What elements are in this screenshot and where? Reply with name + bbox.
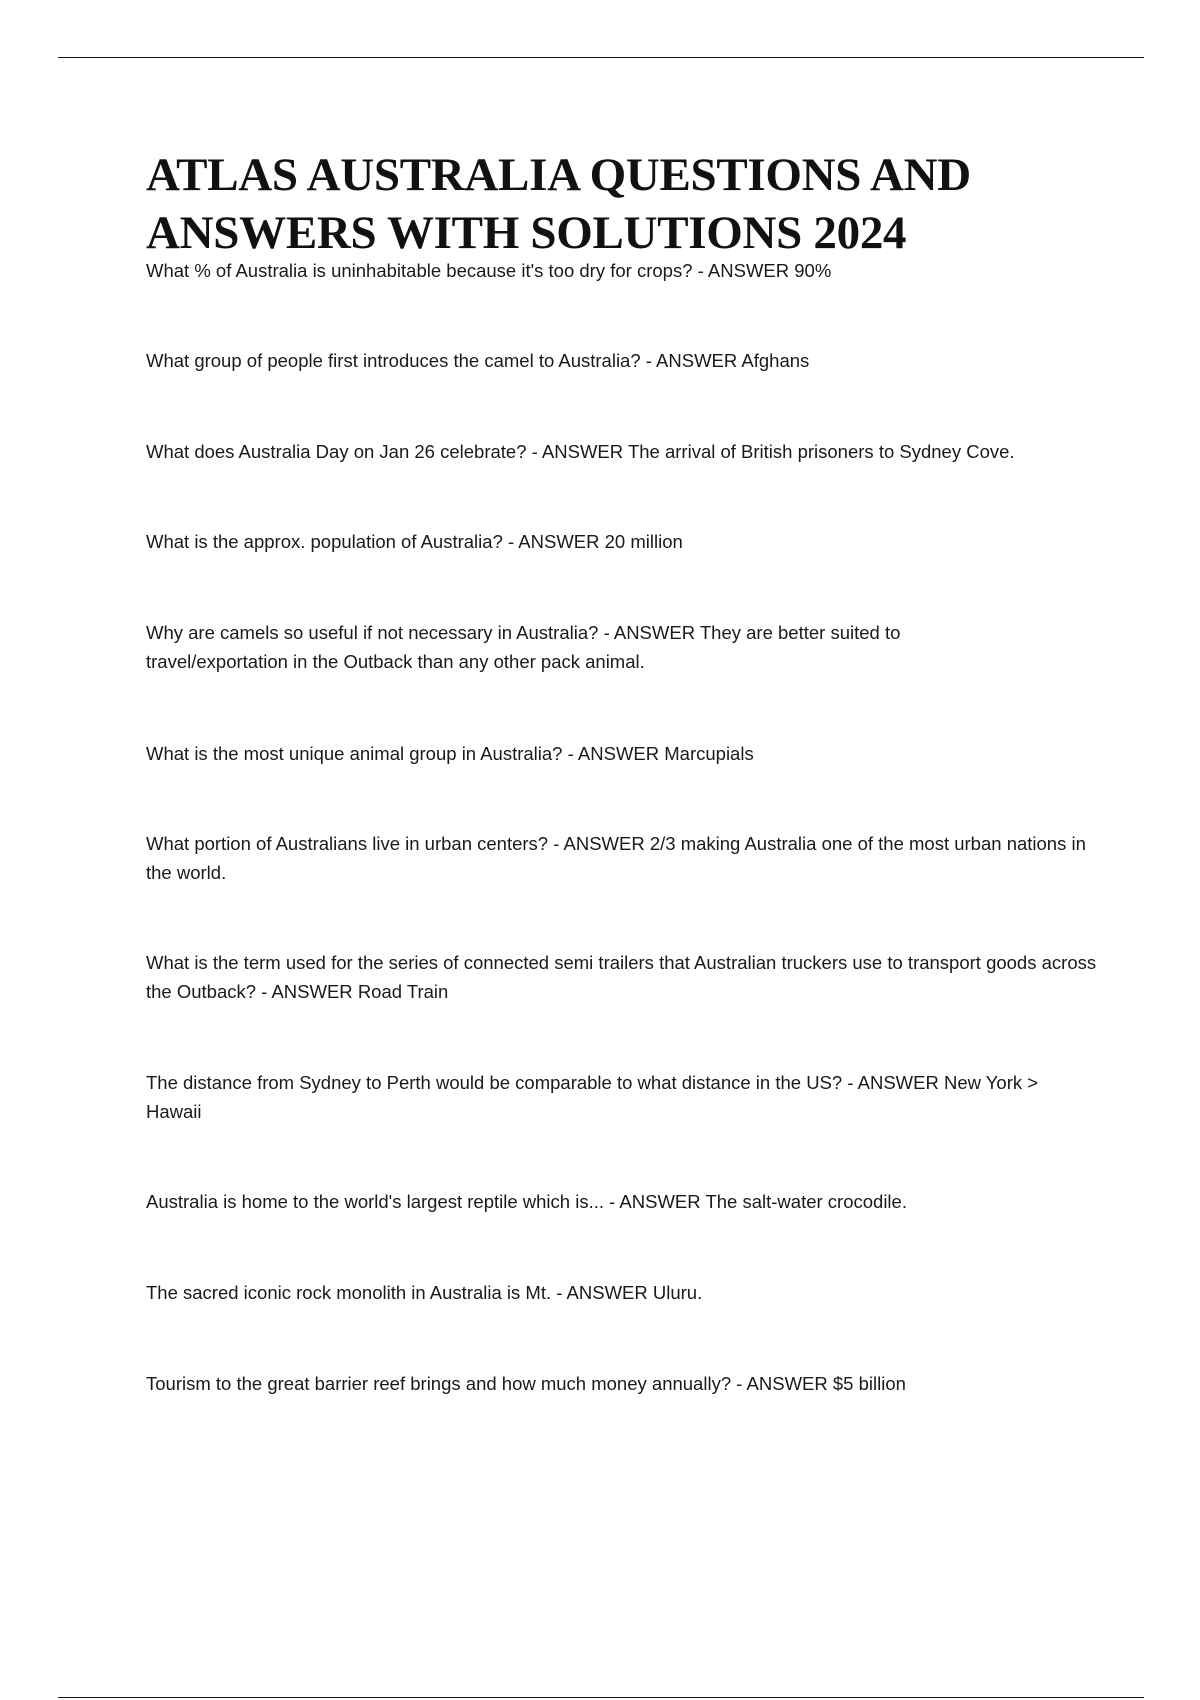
question-text: Australia is home to the world's largest reptile which is... bbox=[146, 1191, 605, 1212]
answer-text: 20 million bbox=[604, 531, 683, 552]
answer-separator: - ANSWER bbox=[842, 1072, 944, 1093]
answer-text: New York > Hawaii bbox=[146, 1072, 1039, 1122]
answer-separator: - ANSWER bbox=[548, 833, 650, 854]
question-text: What portion of Australians live in urban centers? bbox=[146, 833, 549, 854]
answer-separator: - ANSWER bbox=[256, 981, 358, 1002]
answer-text: The salt-water crocodile. bbox=[705, 1191, 907, 1212]
answer-text: 90% bbox=[794, 260, 832, 281]
answer-separator: - ANSWER bbox=[502, 531, 605, 552]
top-rule bbox=[58, 57, 1144, 58]
qa-item bbox=[146, 948, 1106, 1006]
answer-separator: - ANSWER bbox=[692, 260, 795, 281]
answer-separator: - ANSWER bbox=[604, 1191, 706, 1212]
question-text: What is the term used for the series of connected semi trailers that Australian truckers use to transport goods across the Outback? bbox=[146, 952, 1097, 1002]
page-title: ATLAS AUSTRALIA QUESTIONS AND ANSWERS WITH SOLUTIONS 2024 bbox=[146, 149, 971, 259]
question-text: Why are camels so useful if not necessary in Australia? bbox=[146, 622, 599, 643]
qa-item bbox=[146, 618, 966, 676]
qa-item bbox=[146, 1278, 1106, 1307]
qa-item bbox=[146, 829, 1096, 887]
answer-separator: - ANSWER bbox=[526, 441, 628, 462]
question-text: What is the most unique animal group in Australia? bbox=[146, 743, 563, 764]
qa-item bbox=[146, 346, 1106, 375]
answer-text: Afghans bbox=[741, 350, 810, 371]
answer-separator: - ANSWER bbox=[551, 1282, 653, 1303]
qa-item bbox=[146, 1068, 1076, 1126]
answer-text: 2/3 making Australia one of the most urban nations in the world. bbox=[146, 833, 1086, 883]
answer-separator: - ANSWER bbox=[640, 350, 742, 371]
question-text: The sacred iconic rock monolith in Australia is Mt. bbox=[146, 1282, 552, 1303]
question-text: What group of people first introduces the camel to Australia? bbox=[146, 350, 641, 371]
answer-separator: - ANSWER bbox=[731, 1373, 833, 1394]
answer-text: Road Train bbox=[357, 981, 449, 1002]
answer-text: Marcupials bbox=[664, 743, 754, 764]
question-text: What % of Australia is uninhabitable because it's too dry for crops? bbox=[146, 260, 693, 281]
qa-item bbox=[146, 1369, 1106, 1398]
qa-item bbox=[146, 527, 1106, 556]
question-text: The distance from Sydney to Perth would be comparable to what distance in the US? bbox=[146, 1072, 843, 1093]
qa-item bbox=[146, 437, 1106, 466]
answer-text: Uluru. bbox=[652, 1282, 703, 1303]
question-text: What does Australia Day on Jan 26 celebrate? bbox=[146, 441, 527, 462]
question-text: What is the approx. population of Australia? bbox=[146, 531, 503, 552]
bottom-rule bbox=[58, 1697, 1144, 1698]
qa-item bbox=[146, 739, 1106, 768]
question-text: Tourism to the great barrier reef brings and how much money annually? bbox=[146, 1373, 732, 1394]
answer-text: The arrival of British prisoners to Sydney Cove. bbox=[627, 441, 1015, 462]
qa-item bbox=[146, 256, 1106, 285]
qa-item bbox=[146, 1187, 1106, 1216]
answer-separator: - ANSWER bbox=[598, 622, 700, 643]
answer-text: They are better suited to travel/exportation in the Outback than any other pack animal. bbox=[146, 622, 901, 672]
answer-text: $5 billion bbox=[832, 1373, 906, 1394]
answer-separator: - ANSWER bbox=[562, 743, 665, 764]
